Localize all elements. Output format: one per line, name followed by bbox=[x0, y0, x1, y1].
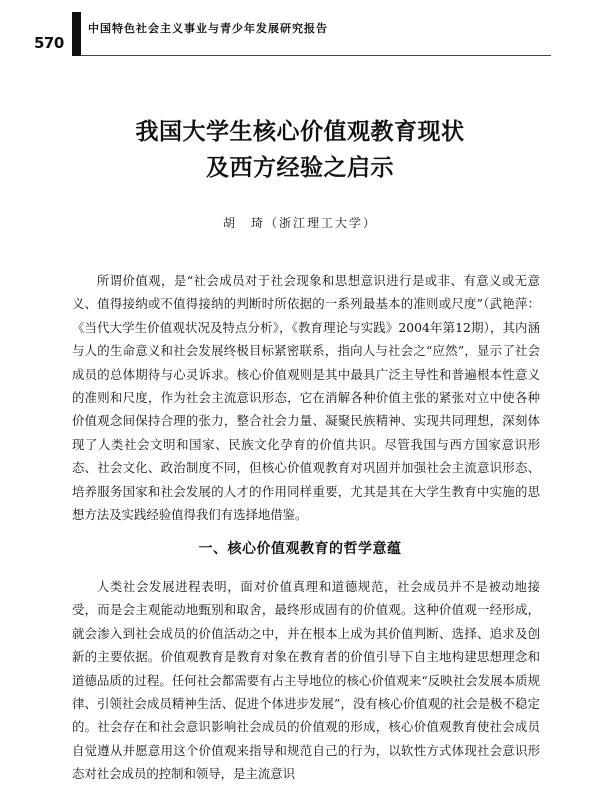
header-bar bbox=[72, 12, 81, 56]
title-line-1: 我国大学生核心价值观教育现状 bbox=[135, 118, 465, 145]
title-line-2: 及西方经验之启示 bbox=[206, 154, 394, 181]
body-paragraph-1: 所谓价值观，是“社会成员对于社会现象和思想意识进行是或非、有意义或无意义、值得接纳或不值得接纳的判断时所依据的一系列最基本的准则或尺度”（武艳萍：《当代大学生价值观状况及特点分析》，《教育理论与实践》2004年第12期），其内涵与人的生命意义和社会发展终极目标紧密联系，指向人与社会之“应然”，显示了社会成员的总体期待与心灵诉求。核心价值观则是其中最具广泛主导性和普遍根本性意义的准则和尺度，作为社会主流意识形态，它在消解各种价值主张的紧张对立中使各种价值观念间保持合理的张力，整合社会力量、凝聚民族精神、实现共同理想，深刻体现了人类社会文明和国家、民族文化孕育的价值共识。尽管我国与西方国家意识形态、社会文化、政治制度不同，但核心价值观教育对巩固并加强社会主流意识形态、培养服务国家和社会发展的人才的作用同样重要，尤其是其在大学生教育中实施的思想方法及实践经验值得我们有选择地借鉴。 bbox=[72, 273, 540, 523]
body-paragraph-2: 人类社会发展进程表明，面对价值真理和道德规范，社会成员并不是被动地接受，而是会主观能动地甄别和取舍，最终形成固有的价值观。这种价值观一经形成，就会渗入到社会成员的价值活动之中，并在根本上成为其价值判断、选择、追求及创新的主要依据。价值观教育是教育对象在教育者的价值引导下自主地构建思想理念和道德品质的过程。任何社会都需要有占主导地位的核心价值观来“反映社会发展本质规律、引领社会成员精神生活、促进个体进步发展”，没有核心价值观的社会是极不稳定的。社会存在和社会意识影响社会成员的价值观的形成，核心价值观教育使社会成员自觉遵从并愿意用这个价值观来指导和规范自己的行为，以软性方式体现社会意识形态对社会成员的控制和领导，是主流意识 bbox=[72, 579, 540, 782]
page-number: 570 bbox=[34, 34, 64, 52]
running-title: 中国特色社会主义事业与青少年发展研究报告 bbox=[88, 22, 328, 35]
header-rule bbox=[81, 55, 551, 56]
section-heading: 一、核心价值观教育的哲学意蕴 bbox=[198, 541, 402, 557]
article-title bbox=[0, 114, 600, 186]
running-header bbox=[0, 0, 600, 60]
author-line: 胡 琦（浙江理工大学） bbox=[222, 216, 377, 230]
